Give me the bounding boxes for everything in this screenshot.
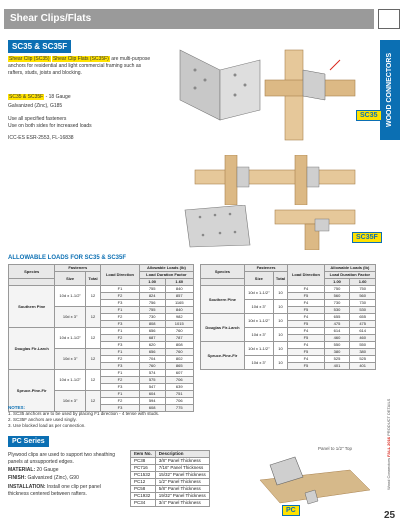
load-value-cell: 475	[350, 321, 376, 328]
species-cell: Douglas Fir-Larch	[201, 314, 245, 342]
th-d2-r: 1.60	[350, 279, 376, 286]
load-value-cell: 614	[350, 328, 376, 335]
size-cell: 10d x 3"	[55, 349, 85, 370]
direction-cell: F5	[288, 349, 325, 356]
notes-title: NOTES:	[8, 405, 26, 410]
th-allowable: Allowable Loads (lb)	[139, 265, 193, 272]
framing-stud-2	[295, 155, 307, 205]
pc-desc-cell: 5/8" Panel Thickness	[155, 486, 209, 493]
load-value-cell: 655	[324, 314, 350, 321]
pc-th-item: Item No.	[131, 451, 156, 458]
load-value-cell: 1165	[165, 300, 193, 307]
load-arrow-icon	[330, 60, 340, 70]
load-value-cell: 401	[324, 363, 350, 370]
sc35f-highlight: Shear Clip Flats (SC35F)	[52, 56, 109, 62]
th-total: Total	[85, 272, 100, 286]
size-cell: 10d x 3"	[55, 391, 85, 412]
total-cell: 10	[273, 356, 287, 370]
pc-table	[130, 450, 210, 507]
species-cell: Southern Pine	[201, 286, 245, 314]
load-value-cell: 1015	[165, 321, 193, 328]
total-cell: 12	[85, 370, 100, 391]
side-note-suffix: PRODUCT DETAILS	[386, 398, 391, 436]
size-cell: 10d x 3"	[55, 307, 85, 328]
side-note-prefix: Wood Connectors	[386, 458, 391, 490]
sc35f-illustration	[165, 205, 370, 250]
pc-row	[131, 486, 210, 493]
th-d1: 1.00	[139, 279, 165, 286]
th-fasteners: Fasteners	[55, 265, 101, 272]
load-value-cell: 750	[324, 286, 350, 293]
th-size: Size	[55, 272, 85, 286]
load-value-cell: 760	[165, 349, 193, 356]
load-value-cell: 525	[324, 356, 350, 363]
sc-finish-value: - 18 Gauge	[45, 94, 71, 100]
load-value-cell: 824	[139, 293, 165, 300]
pc-item-cell: PC1532	[131, 472, 156, 479]
th-species-spacer-r	[201, 279, 245, 286]
direction-cell: F1	[101, 286, 140, 293]
loads-table-left	[8, 264, 194, 412]
load-value-cell: 547	[139, 384, 165, 391]
sc-codes: ICC-ES ESR-2553, FL-16838	[8, 135, 74, 141]
direction-cell: F2	[101, 314, 140, 321]
sc35f-plate	[185, 205, 250, 247]
th-d2: 1.60	[165, 279, 193, 286]
load-value-cell: 750	[350, 286, 376, 293]
load-value-cell: 401	[350, 363, 376, 370]
load-row	[9, 328, 194, 335]
species-cell: Spruce-Pine-Fir	[9, 370, 55, 412]
load-value-cell: 840	[165, 307, 193, 314]
direction-cell: F3	[101, 321, 140, 328]
notes	[8, 405, 159, 429]
pc-material-label: MATERIAL:	[8, 467, 36, 473]
load-row	[9, 370, 194, 377]
load-value-cell: 787	[165, 335, 193, 342]
pc-item-cell: PC38	[131, 458, 156, 465]
species-cell: Southern Pine	[9, 286, 55, 328]
direction-cell: F5	[288, 293, 325, 300]
direction-cell: F2	[101, 356, 140, 363]
load-value-cell: 802	[165, 356, 193, 363]
load-value-cell: 775	[165, 405, 193, 412]
load-value-cell: 857	[165, 293, 193, 300]
pc-row	[131, 465, 210, 472]
pc-material-value: 20 Gauge	[36, 467, 59, 473]
pc-desc-cell: 19/32" Panel Thickness	[155, 493, 209, 500]
direction-cell: F3	[101, 405, 140, 412]
load-value-cell: 751	[165, 391, 193, 398]
load-value-cell: 620	[139, 342, 165, 349]
total-cell: 10	[273, 342, 287, 356]
species-cell: Spruce-Pine-Fir	[201, 342, 245, 370]
direction-cell: F1	[101, 328, 140, 335]
size-cell: 10d x 1-1/2"	[244, 342, 273, 356]
loads-title: ALLOWABLE LOADS FOR SC35 & SC35F	[8, 255, 127, 261]
load-row	[201, 314, 376, 321]
direction-cell: F5	[288, 335, 325, 342]
total-cell: 10	[273, 286, 287, 300]
load-row	[201, 286, 376, 293]
pc-desc-cell: 3/4" Panel Thickness	[155, 500, 209, 507]
note-line: 3. Use blocked load as per connection.	[8, 423, 86, 428]
direction-cell: F3	[101, 363, 140, 370]
pc-install-label: INSTALLATION:	[8, 484, 46, 490]
species-cell: Douglas Fir-Larch	[9, 328, 55, 370]
sc-section-tag: SC35 & SC35F	[8, 40, 71, 53]
th-species-r: Species	[201, 265, 245, 279]
load-value-cell: 730	[350, 300, 376, 307]
load-value-cell: 656	[139, 349, 165, 356]
load-value-cell: 730	[324, 300, 350, 307]
total-cell: 12	[85, 286, 100, 307]
load-value-cell: 530	[350, 307, 376, 314]
framing-clip-1	[237, 167, 249, 187]
total-cell: 12	[85, 349, 100, 370]
load-value-cell: 525	[350, 356, 376, 363]
th-species-spacer	[9, 279, 55, 286]
load-value-cell: 756	[139, 300, 165, 307]
pc-item-cell: PC716	[131, 465, 156, 472]
sc-install-2: Use on both sides for increased loads	[8, 123, 92, 129]
direction-cell: F4	[288, 342, 325, 349]
note-line: 1. SC35 anchors are to be used by placing F1 direction - 4 tense with studs.	[8, 411, 160, 416]
direction-cell: F3	[101, 300, 140, 307]
framing-illustration	[165, 155, 370, 205]
pc-row	[131, 500, 210, 507]
pc-install	[8, 484, 123, 498]
sc-intro-text: are multi-purpose anchors for residential and light commercial framing such as rafters, studs, joists and blocking.	[8, 56, 151, 76]
sc35f-figure-label: SC35F	[352, 232, 382, 243]
direction-cell: F5	[288, 321, 325, 328]
direction-cell: F4	[288, 300, 325, 307]
pc-desc-cell: 3/8" Panel Thickness	[155, 458, 209, 465]
load-value-cell: 865	[165, 363, 193, 370]
load-value-cell: 808	[139, 321, 165, 328]
load-value-cell: 808	[165, 342, 193, 349]
th-allowable-r: Allowable Loads (lb)	[324, 265, 375, 272]
load-value-cell: 614	[324, 328, 350, 335]
th-species: Species	[9, 265, 55, 279]
th-duration-r: Load Duration Factor	[324, 272, 375, 279]
size-cell: 10d x 1-1/2"	[244, 314, 273, 328]
sc35-installed-clip	[303, 70, 325, 100]
load-value-cell: 530	[324, 307, 350, 314]
load-value-cell: 607	[165, 370, 193, 377]
load-value-cell: 760	[165, 328, 193, 335]
load-value-cell: 840	[165, 286, 193, 293]
note-line: 2. SC35F anchors are used singly.	[8, 417, 77, 422]
side-brand: WOOD CONNECTORS	[380, 40, 400, 140]
load-value-cell: 706	[165, 377, 193, 384]
load-value-cell: 755	[139, 307, 165, 314]
direction-cell: F4	[288, 286, 325, 293]
load-value-cell: 604	[139, 391, 165, 398]
page-title: Shear Clips/Flats	[4, 9, 374, 29]
direction-cell: F2	[101, 398, 140, 405]
load-value-cell: 704	[139, 356, 165, 363]
direction-cell: F1	[101, 370, 140, 377]
pc-desc-cell: 1/2" Panel Thickness	[155, 479, 209, 486]
sc35f-installed-clip	[315, 219, 329, 231]
total-cell: 12	[85, 307, 100, 328]
th-duration: Load Duration Factor	[139, 272, 193, 279]
side-note-season: FALL 2016	[386, 436, 391, 457]
pc-figure-note: Panel to 1/2" Top	[318, 446, 353, 451]
sc35-plate-front	[220, 60, 260, 120]
direction-cell: F1	[101, 391, 140, 398]
pc-install-value: Install one clip per panel thickness centered between rafters.	[8, 484, 101, 497]
th-load-direction-r: Load Direction	[288, 265, 325, 286]
load-value-cell: 475	[324, 321, 350, 328]
pc-intro: Plywood clips are used to support two sheathing panels at unsupported edges.	[8, 452, 116, 465]
framing-clip-2	[307, 167, 319, 187]
load-value-cell: 982	[165, 314, 193, 321]
direction-cell: F4	[288, 314, 325, 321]
direction-cell: F3	[101, 342, 140, 349]
th-total-r: Total	[273, 272, 287, 286]
load-value-cell: 460	[324, 335, 350, 342]
th-load-direction: Load Direction	[101, 265, 140, 286]
pc-item-cell: PC34	[131, 500, 156, 507]
sc-finish-label: SC35 & SC35F	[9, 94, 44, 100]
header-bar	[0, 0, 408, 30]
total-cell: 10	[273, 328, 287, 342]
header-corner-box	[378, 9, 400, 29]
sc35-illustration	[165, 40, 370, 155]
pc-row	[131, 479, 210, 486]
sc35-plate-back	[180, 50, 220, 120]
total-cell: 12	[85, 391, 100, 412]
load-value-cell: 380	[350, 349, 376, 356]
load-value-cell: 608	[139, 405, 165, 412]
size-cell: 10d x 1-1/2"	[55, 370, 85, 391]
pc-finish-value: Galvanized (Zinc), G90	[27, 475, 79, 481]
pc-section-tag: PC Series	[8, 436, 49, 447]
direction-cell: F4	[288, 328, 325, 335]
th-size-r: Size	[244, 272, 273, 286]
load-value-cell: 639	[165, 384, 193, 391]
load-value-cell: 550	[350, 342, 376, 349]
load-value-cell: 594	[139, 398, 165, 405]
pc-item-cell: PC58	[131, 486, 156, 493]
load-value-cell: 560	[350, 293, 376, 300]
direction-cell: F2	[101, 377, 140, 384]
size-cell: 10d x 3"	[244, 356, 273, 370]
load-value-cell: 760	[139, 363, 165, 370]
pc-illustration	[255, 445, 375, 515]
pc-figure-label: PC	[282, 505, 300, 516]
direction-cell: F3	[101, 384, 140, 391]
th-d1-r: 1.00	[324, 279, 350, 286]
pc-th-desc: Description	[155, 451, 209, 458]
side-note	[386, 250, 396, 490]
sc35-figure-label: SC35	[356, 110, 382, 121]
direction-cell: F1	[101, 349, 140, 356]
load-value-cell: 656	[139, 328, 165, 335]
total-cell: 10	[273, 300, 287, 314]
load-value-cell: 560	[324, 293, 350, 300]
load-value-cell: 460	[350, 335, 376, 342]
total-cell: 12	[85, 328, 100, 349]
page-number: 25	[384, 510, 396, 521]
size-cell: 10d x 3"	[244, 300, 273, 314]
pc-finish-label: FINISH:	[8, 475, 27, 481]
pc-desc-cell: 7/16" Panel Thickness	[155, 465, 209, 472]
load-value-cell: 550	[324, 342, 350, 349]
load-row	[9, 286, 194, 293]
load-value-cell: 755	[139, 286, 165, 293]
framing-stud-1	[225, 155, 237, 205]
sc-material: Galvanized (Zinc), G185	[8, 103, 63, 109]
load-value-cell: 687	[139, 335, 165, 342]
size-cell: 10d x 3"	[244, 328, 273, 342]
load-value-cell: 380	[324, 349, 350, 356]
load-value-cell: 574	[139, 370, 165, 377]
direction-cell: F4	[288, 356, 325, 363]
pc-row	[131, 493, 210, 500]
sc-install-1: Use all specified fasteners	[8, 116, 67, 122]
sc35-highlight: Shear Clip (SC35)	[9, 56, 50, 62]
load-value-cell: 655	[350, 314, 376, 321]
direction-cell: F2	[101, 335, 140, 342]
pc-item-cell: PC12	[131, 479, 156, 486]
load-row	[201, 342, 376, 349]
sc-intro	[8, 56, 158, 77]
framing-beam	[195, 170, 355, 184]
loads-table-right	[200, 264, 376, 370]
direction-cell: F1	[101, 307, 140, 314]
direction-cell: F5	[288, 307, 325, 314]
size-cell: 10d x 1-1/2"	[55, 286, 85, 307]
pc-row	[131, 458, 210, 465]
pc-desc-cell: 15/32" Panel Thickness	[155, 472, 209, 479]
sc-finish	[8, 94, 158, 101]
pc-item-cell: PC1932	[131, 493, 156, 500]
th-fasteners-r: Fasteners	[244, 265, 287, 272]
size-cell: 10d x 1-1/2"	[55, 328, 85, 349]
pc-finish	[8, 475, 123, 482]
size-cell: 10d x 1-1/2"	[244, 286, 273, 300]
load-value-cell: 706	[165, 398, 193, 405]
pc-material	[8, 467, 123, 474]
direction-cell: F2	[101, 293, 140, 300]
load-value-cell: 575	[139, 377, 165, 384]
total-cell: 10	[273, 314, 287, 328]
pc-row	[131, 472, 210, 479]
direction-cell: F5	[288, 363, 325, 370]
load-value-cell: 730	[139, 314, 165, 321]
